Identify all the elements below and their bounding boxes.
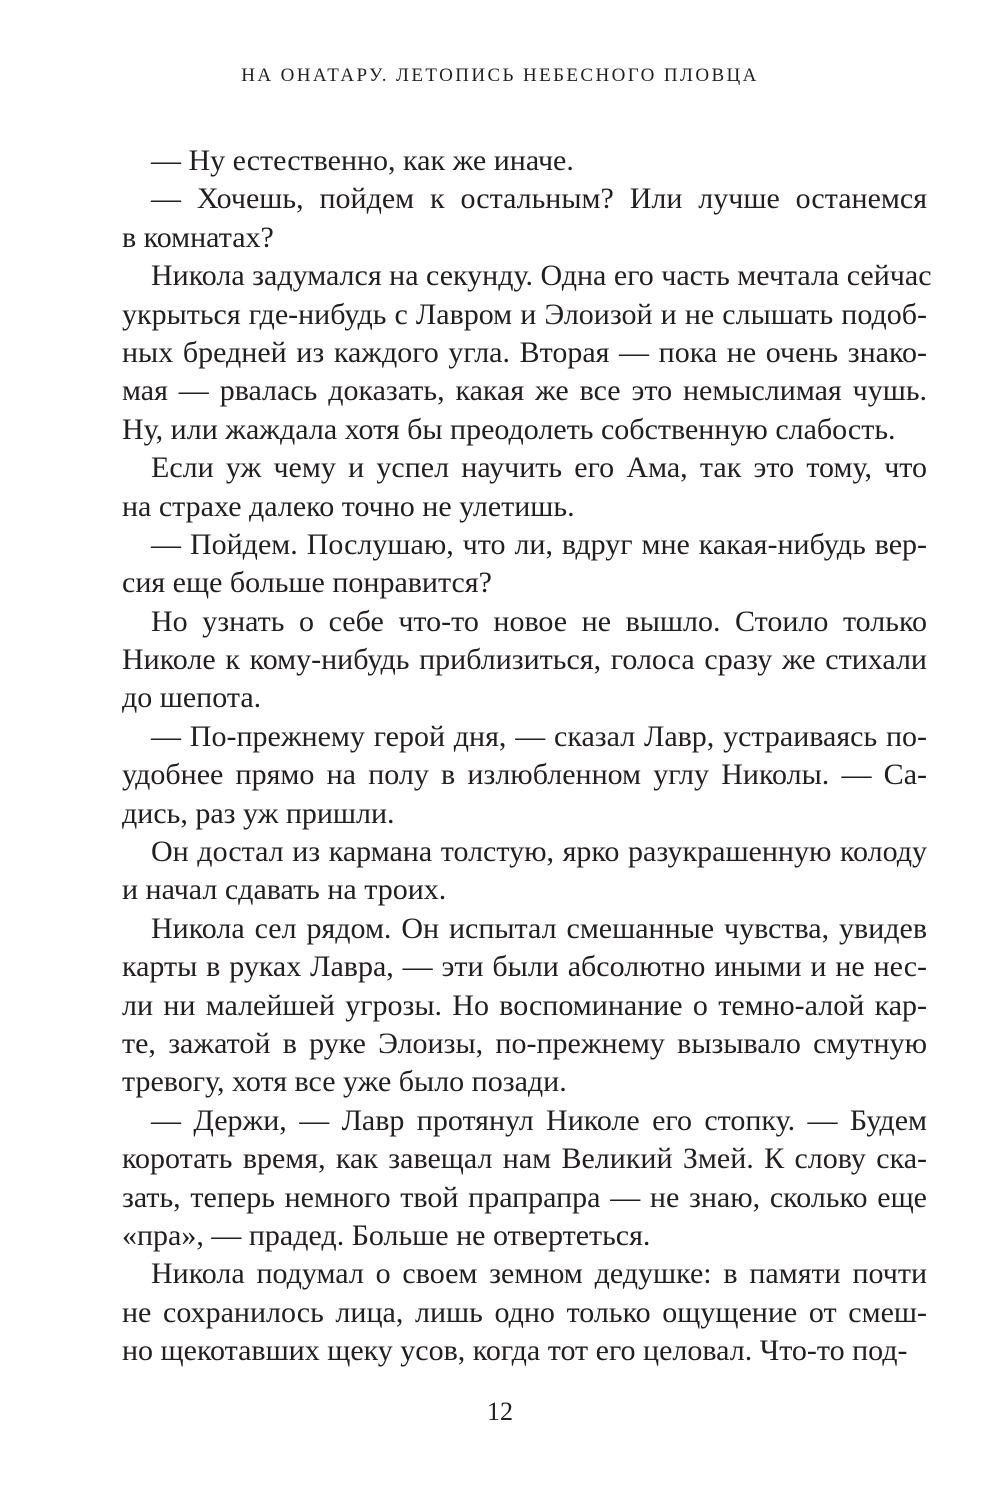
paragraph	[122, 1255, 927, 1370]
text-line: до шепота.	[122, 681, 262, 715]
text-line: но щекотавших щеку усов, когда тот его целовал. Что-то под-	[122, 1334, 908, 1368]
text-line: Он достал из кармана толстую, ярко разукрашенную колоду	[151, 835, 927, 869]
text-line: на страхе далеко точно не улетишь.	[122, 489, 575, 523]
body-text	[122, 142, 932, 1371]
paragraph	[122, 718, 927, 833]
paragraph	[122, 257, 932, 449]
text-line: дись, раз уж пришли.	[122, 796, 395, 830]
text-line: — По-прежнему герой дня, — сказал Лавр, устраиваясь по-	[151, 719, 927, 753]
text-line: — Ну естественно, как же иначе.	[151, 144, 574, 177]
text-line: те, зажатой в руке Элоизы, по-прежнему вызывало смутную	[122, 1026, 927, 1060]
text-line: зать, теперь немного твой прапрапра — не знаю, сколько еще	[122, 1180, 927, 1214]
text-line: Ну, или жаждала хотя бы преодолеть собственную слабость.	[122, 412, 896, 446]
text-line: ли ни малейшей угрозы. Но воспоминание о темно-алой кар-	[122, 988, 927, 1022]
text-line: коротать время, как завещал нам Великий Змей. К слову ска-	[122, 1142, 927, 1176]
paragraph	[122, 603, 927, 718]
paragraph	[122, 142, 927, 180]
paragraph	[122, 449, 927, 526]
text-line: Но узнать о себе что-то новое не вышло. Стоило только	[151, 604, 927, 638]
text-line: Никола сел рядом. Он испытал смешанные чувства, увидев	[151, 911, 927, 945]
paragraph	[122, 910, 927, 1102]
text-line: тревогу, хотя все уже было позади.	[122, 1065, 567, 1099]
text-line: — Хочешь, пойдем к остальным? Или лучше останемся	[151, 182, 927, 216]
text-line: — Держи, — Лавр протянул Николе его стопку. — Будем	[151, 1103, 927, 1137]
text-line: удобнее прямо на полу в излюбленном углу Николы. — Са-	[122, 758, 927, 792]
text-line: в комнатах?	[122, 220, 274, 254]
text-line: сия еще больше понравится?	[122, 566, 492, 600]
text-line: Никола подумал о своем земном дедушке: в памяти почти	[151, 1257, 927, 1291]
text-line: Никола задумался на секунду. Одна его часть мечтала сейчас	[151, 259, 932, 293]
text-line: Николе к кому-нибудь приблизиться, голоса сразу же стихали	[122, 643, 927, 677]
text-line: «пра», — прадед. Больше не отвертеться.	[122, 1218, 651, 1252]
paragraph	[122, 1102, 927, 1256]
page-number: 12	[487, 1397, 513, 1426]
paragraph	[122, 526, 927, 603]
text-line: не сохранилось лица, лишь одно только ощущение от смеш-	[122, 1295, 927, 1329]
text-line: укрыться где-нибудь с Лавром и Элоизой и не слышать подоб-	[122, 297, 927, 331]
running-head: НА ОНАТАРУ. ЛЕТОПИСЬ НЕБЕСНОГО ПЛОВЦА	[241, 65, 759, 86]
text-line: карты в руках Лавра, — эти были абсолютно иными и не нес-	[122, 950, 927, 984]
text-line: мая — рвалась доказать, какая же все это немыслимая чушь.	[122, 374, 927, 408]
paragraph	[122, 833, 927, 910]
text-line: ных бредней из каждого угла. Вторая — пока не очень знако-	[122, 335, 927, 369]
text-line: — Пойдем. Послушаю, что ли, вдруг мне какая-нибудь вер-	[151, 527, 927, 561]
paragraph	[122, 180, 927, 257]
text-line: и начал сдавать на троих.	[122, 873, 447, 907]
text-line: Если уж чему и успел научить его Ама, так это тому, что	[151, 451, 927, 485]
